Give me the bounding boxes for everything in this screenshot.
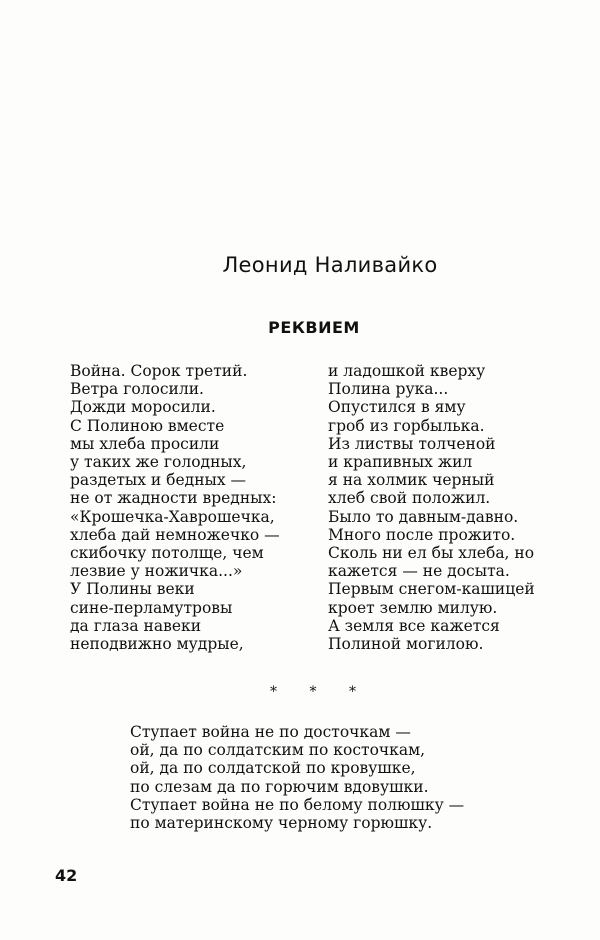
poem-line: Ветра голосили. — [70, 380, 204, 399]
poem-line: кроет землю милую. — [328, 598, 498, 617]
poem-line: У Полины веки — [70, 580, 195, 599]
poem-line: ой, да по солдатской по кровушке, — [130, 759, 416, 778]
poem-line: ой, да по солдатским по косточкам, — [130, 741, 426, 760]
poem-line: неподвижно мудрые, — [70, 635, 244, 654]
poem-title: РЕКВИЕМ — [268, 318, 360, 337]
poem-line: не от жадности вредных: — [70, 489, 277, 508]
poem-line: С Полиною вместе — [70, 416, 225, 435]
poem-line: сине-перламутровы — [70, 598, 233, 617]
poem-line: Война. Сорок третий. — [70, 362, 248, 380]
poem-line: Дожди моросили. — [70, 398, 216, 417]
poem-line: да глаза навеки — [70, 616, 202, 635]
poem-line: «Крошечка-Хаврошечка, — [70, 507, 275, 526]
poem-line: Было то давным-давно. — [328, 507, 519, 526]
poem-line: кажется — не досыта. — [328, 562, 510, 581]
poem-line: Первым снегом-кашицей — [328, 580, 535, 599]
poem-line: Из листвы толченой — [328, 434, 496, 453]
poem-line: по слезам да по горючим вдовушки. — [130, 777, 429, 796]
poem-line: Много после прожито. — [328, 525, 516, 544]
poem-line: по материнскому черному горюшку. — [130, 814, 433, 833]
page-number: 42 — [55, 866, 78, 885]
poem-line: хлеб свой положил. — [328, 489, 491, 508]
poem-line: и ладошкой кверху — [328, 362, 486, 380]
poem-line: и крапивных жил — [328, 453, 473, 472]
poem-line: мы хлеба просили — [70, 434, 220, 453]
poem-line: А земля все кажется — [328, 616, 500, 635]
poem-line: Полиной могилою. — [328, 635, 484, 654]
poem-line: гроб из горбылька. — [328, 416, 485, 435]
poem-line: Полина рука... — [328, 380, 449, 399]
poem-line: раздетых и бедных — — [70, 471, 247, 490]
poem-line: хлеба дай немножечко — — [70, 525, 280, 544]
poem-line: я на холмик черный — [328, 471, 495, 490]
second-poem — [130, 723, 570, 832]
poem-line: скибочку потолще, чем — [70, 544, 264, 563]
poem-line: Ступает война не по белому полюшку — — [130, 795, 465, 814]
poem-line: лезвие у ножичка...» — [70, 562, 243, 581]
poem-left-column — [70, 362, 300, 653]
author-name: Леонид Наливайко — [222, 253, 438, 277]
poem-line: Ступает война не по досточкам — — [130, 723, 411, 741]
section-separator: * * * — [270, 684, 370, 700]
poem-right-column — [328, 362, 573, 653]
poem-line: Опустился в яму — [328, 398, 466, 417]
poem-line: Сколь ни ел бы хлеба, но — [328, 544, 535, 563]
poem-line: у таких же голодных, — [70, 453, 247, 472]
